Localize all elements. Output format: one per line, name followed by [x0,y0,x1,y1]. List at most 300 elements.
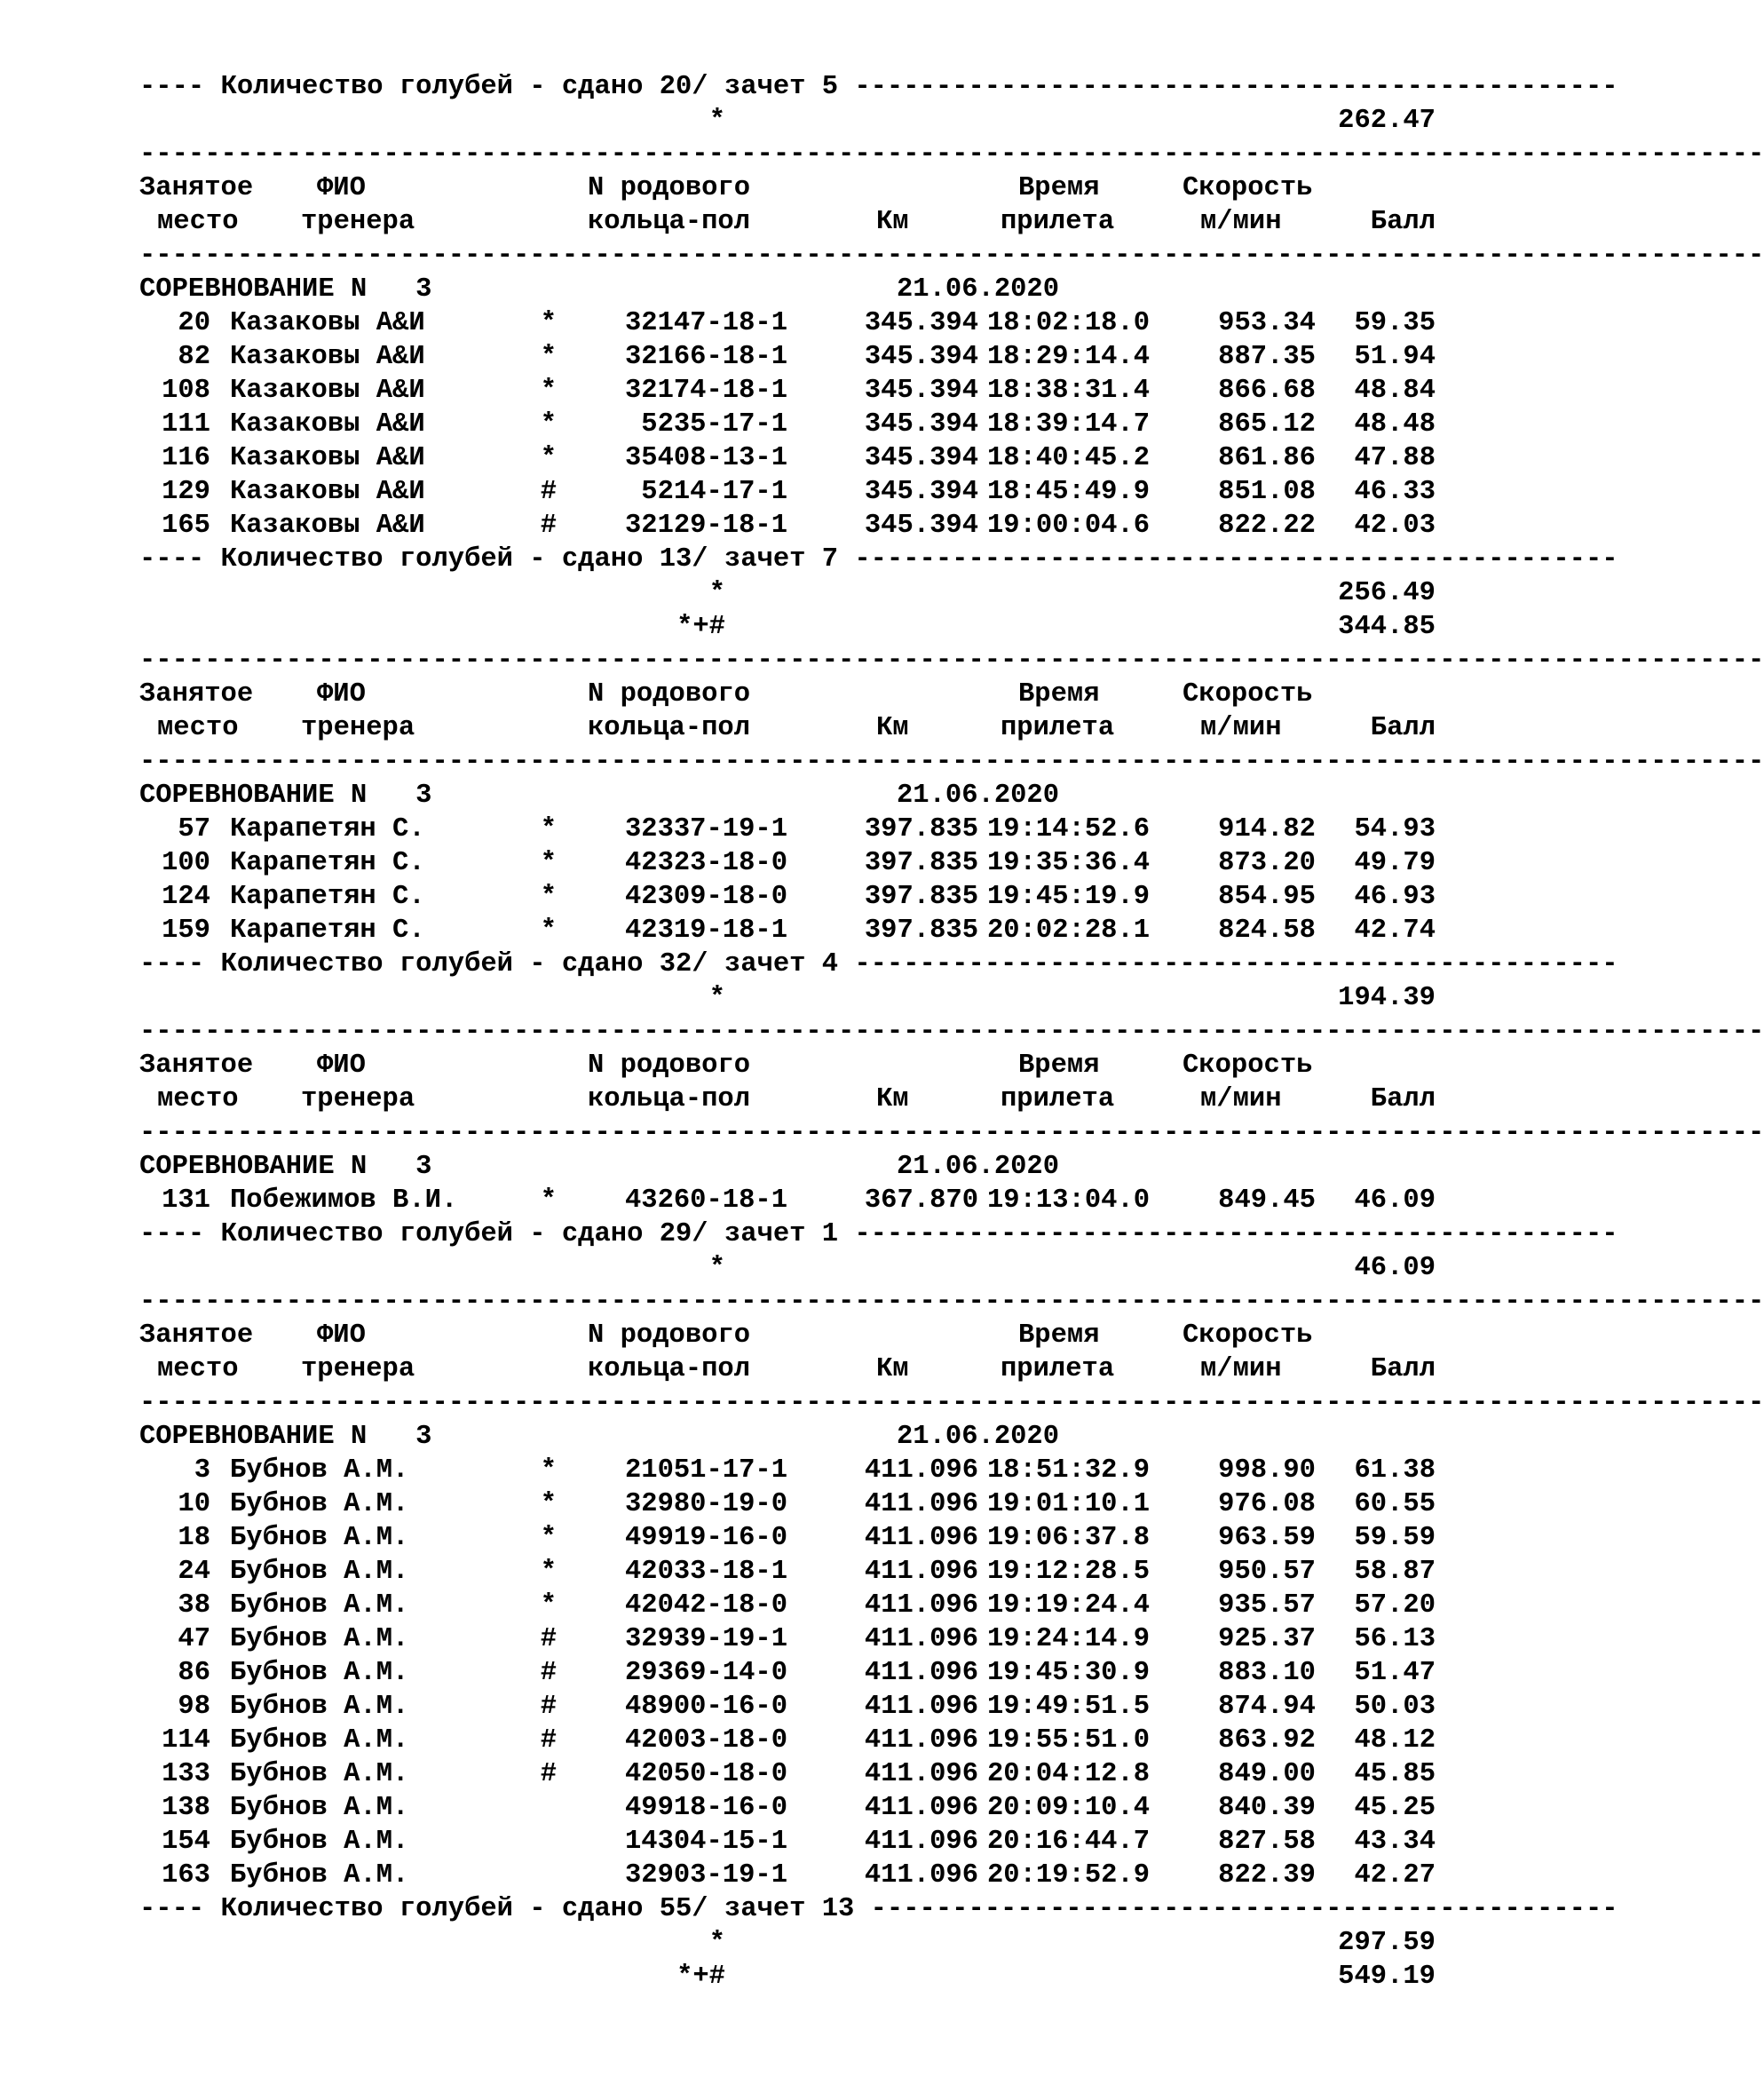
table-header-row [139,678,1436,711]
cell-score: 46.33 [1354,477,1436,507]
separator-text: ---- Количество голубей - сдано 55/ зачет 13 ---------------------------------------------- [139,1894,1618,1924]
divider-text: ---------------------------------------------------------------------------------------------------- [139,241,1764,271]
table-row [139,306,1436,340]
cell-mark: # [540,1759,557,1789]
cell-ring: 35408-13-1 [624,443,787,473]
table-row [139,1487,1436,1521]
cell-ring: 32174-18-1 [624,376,787,406]
table-row [139,1555,1436,1589]
cell-mark: # [540,477,557,507]
competition-date: 21.06.2020 [897,781,1060,811]
cell-name: Бубнов А.М. [230,1793,409,1823]
cell-time: 20:16:44.7 [987,1827,1151,1857]
separator-text: ---- Количество голубей - сдано 29/ зачет 1 ----------------------------------------------- [139,1219,1618,1249]
cell-speed: 865.12 [1218,409,1316,440]
cell-mark: * [540,848,557,878]
total-value: 262.47 [1338,106,1436,136]
competition-name: СОРЕВНОВАНИЕ N 3 [139,1422,432,1452]
header-col-speed-2: м/мин [1200,1084,1282,1114]
cell-time: 19:49:51.5 [987,1692,1151,1722]
cell-place: 163 [162,1860,210,1891]
header-col-name: ФИО [317,173,366,203]
cell-score: 47.88 [1354,443,1436,473]
cell-mark: * [540,1523,557,1553]
table-row [139,340,1436,374]
divider-line [139,1116,1764,1150]
cell-place: 20 [178,308,210,338]
header-col-place-2: место [157,1354,239,1384]
cell-km: 411.096 [864,1759,978,1789]
cell-mark: * [540,916,557,946]
cell-time: 18:40:45.2 [987,443,1151,473]
divider-text: ---------------------------------------------------------------------------------------------------- [139,139,1764,170]
cell-place: 131 [162,1185,210,1216]
cell-km: 397.835 [864,848,978,878]
header-col-ring-2: кольца-пол [588,1084,751,1114]
cell-ring: 42309-18-0 [624,882,787,912]
header-col-ring: N родового [588,173,751,203]
cell-place: 108 [162,376,210,406]
cell-score: 54.93 [1354,814,1436,844]
cell-score: 43.34 [1354,1827,1436,1857]
competition-name: СОРЕВНОВАНИЕ N 3 [139,1152,432,1182]
cell-ring: 32166-18-1 [624,342,787,372]
table-row [139,1622,1436,1656]
cell-time: 19:45:19.9 [987,882,1151,912]
cell-score: 57.20 [1354,1590,1436,1621]
header-col-speed: Скорость [1183,1320,1313,1351]
cell-speed: 854.95 [1218,882,1316,912]
cell-place: 18 [178,1523,210,1553]
cell-time: 20:02:28.1 [987,916,1151,946]
cell-mark: * [540,1590,557,1621]
cell-score: 60.55 [1354,1489,1436,1519]
cell-speed: 976.08 [1218,1489,1316,1519]
header-col-speed-2: м/мин [1200,713,1282,743]
competition-line [139,1150,1436,1184]
header-col-ring: N родового [588,679,751,710]
table-row [139,880,1436,914]
cell-mark: * [540,1489,557,1519]
table-header-row [139,711,1436,745]
divider-line [139,239,1764,273]
divider-line [139,644,1764,678]
cell-km: 411.096 [864,1793,978,1823]
total-mark: * [708,983,725,1013]
cell-ring: 32129-18-1 [624,511,787,541]
cell-km: 411.096 [864,1489,978,1519]
header-col-score: Балл [1370,713,1436,743]
header-col-time-2: прилета [1001,207,1115,237]
cell-speed: 873.20 [1218,848,1316,878]
header-col-km: Км [876,1354,909,1384]
cell-place: 38 [178,1590,210,1621]
cell-place: 114 [162,1725,210,1756]
header-col-ring-2: кольца-пол [588,713,751,743]
cell-mark: # [540,1725,557,1756]
cell-speed: 874.94 [1218,1692,1316,1722]
header-col-speed: Скорость [1183,679,1313,710]
total-line [139,981,1436,1015]
table-row [139,1521,1436,1555]
cell-mark: * [540,882,557,912]
header-col-place: Занятое [139,1320,254,1351]
cell-ring: 42319-18-1 [624,916,787,946]
cell-time: 19:24:14.9 [987,1624,1151,1654]
total-mark: * [708,1253,725,1283]
cell-score: 56.13 [1354,1624,1436,1654]
cell-score: 51.94 [1354,342,1436,372]
cell-name: Бубнов А.М. [230,1455,409,1486]
cell-time: 19:01:10.1 [987,1489,1151,1519]
header-col-ring: N родового [588,1050,751,1081]
cell-km: 411.096 [864,1624,978,1654]
total-line [139,1251,1436,1285]
divider-line [139,745,1764,779]
results-document [139,70,1764,1994]
cell-ring: 48900-16-0 [624,1692,787,1722]
cell-km: 411.096 [864,1557,978,1587]
total-line [139,1960,1436,1994]
cell-time: 19:06:37.8 [987,1523,1151,1553]
total-line [139,610,1436,644]
cell-name: Бубнов А.М. [230,1489,409,1519]
separator-line [139,1217,1618,1251]
header-col-speed: Скорость [1183,173,1313,203]
cell-score: 51.47 [1354,1658,1436,1688]
cell-name: Бубнов А.М. [230,1658,409,1688]
cell-ring: 49919-16-0 [624,1523,787,1553]
cell-score: 59.35 [1354,308,1436,338]
cell-ring: 21051-17-1 [624,1455,787,1486]
header-col-score: Балл [1370,207,1436,237]
table-row [139,1184,1436,1217]
table-header-row [139,171,1436,205]
table-row [139,1656,1436,1690]
cell-name: Бубнов А.М. [230,1523,409,1553]
competition-date: 21.06.2020 [897,1152,1060,1182]
divider-text: ---------------------------------------------------------------------------------------------------- [139,1118,1764,1148]
cell-name: Казаковы А&И [230,342,425,372]
header-col-time-2: прилета [1001,1354,1115,1384]
cell-score: 42.74 [1354,916,1436,946]
total-mark: * [708,1928,725,1958]
table-row [139,846,1436,880]
table-row [139,509,1436,543]
cell-ring: 49918-16-0 [624,1793,787,1823]
cell-speed: 827.58 [1218,1827,1316,1857]
table-row [139,1859,1436,1892]
header-col-place: Занятое [139,173,254,203]
header-col-time: Время [1018,173,1100,203]
cell-speed: 863.92 [1218,1725,1316,1756]
cell-time: 19:19:24.4 [987,1590,1151,1621]
header-col-time-2: прилета [1001,1084,1115,1114]
cell-place: 165 [162,511,210,541]
cell-speed: 840.39 [1218,1793,1316,1823]
cell-time: 19:55:51.0 [987,1725,1151,1756]
cell-speed: 851.08 [1218,477,1316,507]
divider-line [139,1386,1764,1420]
cell-name: Казаковы А&И [230,477,425,507]
cell-mark: # [540,1692,557,1722]
competition-date: 21.06.2020 [897,1422,1060,1452]
header-col-name-2: тренера [301,1354,415,1384]
total-mark: *+# [676,612,725,642]
divider-text: ---------------------------------------------------------------------------------------------------- [139,1287,1764,1317]
cell-place: 116 [162,443,210,473]
header-col-km: Км [876,1084,909,1114]
divider-text: ---------------------------------------------------------------------------------------------------- [139,747,1764,777]
cell-mark: * [540,443,557,473]
table-header-row [139,1082,1436,1116]
cell-km: 345.394 [864,376,978,406]
header-col-ring: N родового [588,1320,751,1351]
table-row [139,374,1436,408]
total-mark: *+# [676,1962,725,1992]
cell-speed: 935.57 [1218,1590,1316,1621]
table-header-row [139,205,1436,239]
cell-place: 24 [178,1557,210,1587]
table-row [139,1791,1436,1825]
cell-score: 49.79 [1354,848,1436,878]
cell-place: 159 [162,916,210,946]
header-col-time: Время [1018,679,1100,710]
competition-name: СОРЕВНОВАНИЕ N 3 [139,274,432,305]
competition-line [139,779,1436,813]
cell-time: 18:45:49.9 [987,477,1151,507]
cell-name: Бубнов А.М. [230,1725,409,1756]
cell-time: 19:12:28.5 [987,1557,1151,1587]
cell-score: 42.27 [1354,1860,1436,1891]
header-col-place: Занятое [139,679,254,710]
cell-speed: 849.45 [1218,1185,1316,1216]
cell-speed: 963.59 [1218,1523,1316,1553]
competition-date: 21.06.2020 [897,274,1060,305]
cell-km: 397.835 [864,814,978,844]
cell-time: 19:00:04.6 [987,511,1151,541]
table-row [139,1454,1436,1487]
cell-name: Бубнов А.М. [230,1590,409,1621]
divider-line [139,138,1764,171]
cell-km: 411.096 [864,1860,978,1891]
cell-speed: 861.86 [1218,443,1316,473]
cell-time: 19:35:36.4 [987,848,1151,878]
table-header-row [139,1049,1436,1082]
cell-name: Казаковы А&И [230,376,425,406]
cell-ring: 5214-17-1 [641,477,787,507]
cell-name: Казаковы А&И [230,443,425,473]
cell-mark: * [540,376,557,406]
cell-ring: 43260-18-1 [624,1185,787,1216]
cell-name: Бубнов А.М. [230,1759,409,1789]
cell-speed: 824.58 [1218,916,1316,946]
cell-score: 59.59 [1354,1523,1436,1553]
table-row [139,1690,1436,1724]
cell-km: 411.096 [864,1523,978,1553]
cell-place: 86 [178,1658,210,1688]
cell-mark: * [540,814,557,844]
cell-mark: * [540,1557,557,1587]
header-col-speed-2: м/мин [1200,1354,1282,1384]
total-mark: * [708,578,725,608]
cell-time: 18:38:31.4 [987,376,1151,406]
header-col-ring-2: кольца-пол [588,207,751,237]
total-value: 549.19 [1338,1962,1436,1992]
cell-score: 46.93 [1354,882,1436,912]
header-col-km: Км [876,207,909,237]
cell-speed: 822.39 [1218,1860,1316,1891]
cell-name: Казаковы А&И [230,409,425,440]
cell-name: Бубнов А.М. [230,1624,409,1654]
cell-name: Карапетян С. [230,848,425,878]
table-row [139,1825,1436,1859]
cell-mark: # [540,1658,557,1688]
header-col-name: ФИО [317,1050,366,1081]
cell-place: 111 [162,409,210,440]
cell-ring: 32147-18-1 [624,308,787,338]
cell-km: 411.096 [864,1692,978,1722]
cell-km: 397.835 [864,882,978,912]
table-row [139,914,1436,947]
total-line [139,104,1436,138]
cell-ring: 29369-14-0 [624,1658,787,1688]
cell-score: 61.38 [1354,1455,1436,1486]
cell-place: 124 [162,882,210,912]
cell-km: 411.096 [864,1827,978,1857]
cell-place: 129 [162,477,210,507]
cell-ring: 42003-18-0 [624,1725,787,1756]
total-line [139,1926,1436,1960]
separator-line [139,947,1618,981]
cell-speed: 998.90 [1218,1455,1316,1486]
cell-place: 47 [178,1624,210,1654]
table-row [139,408,1436,441]
header-col-name: ФИО [317,679,366,710]
total-value: 46.09 [1354,1253,1436,1283]
total-value: 297.59 [1338,1928,1436,1958]
competition-line [139,273,1436,306]
total-value: 256.49 [1338,578,1436,608]
cell-mark: * [540,308,557,338]
cell-speed: 953.34 [1218,308,1316,338]
separator-line [139,1892,1618,1926]
divider-text: ---------------------------------------------------------------------------------------------------- [139,646,1764,676]
cell-score: 45.85 [1354,1759,1436,1789]
table-row [139,1724,1436,1757]
cell-speed: 887.35 [1218,342,1316,372]
separator-line [139,70,1618,104]
cell-name: Казаковы А&И [230,511,425,541]
cell-score: 48.84 [1354,376,1436,406]
cell-mark: * [540,342,557,372]
cell-speed: 925.37 [1218,1624,1316,1654]
cell-score: 42.03 [1354,511,1436,541]
cell-km: 411.096 [864,1455,978,1486]
cell-time: 19:45:30.9 [987,1658,1151,1688]
cell-time: 18:39:14.7 [987,409,1151,440]
cell-score: 50.03 [1354,1692,1436,1722]
header-col-place-2: место [157,713,239,743]
cell-name: Бубнов А.М. [230,1692,409,1722]
cell-km: 345.394 [864,409,978,440]
cell-place: 133 [162,1759,210,1789]
table-row [139,1589,1436,1622]
cell-speed: 866.68 [1218,376,1316,406]
cell-mark: # [540,511,557,541]
header-col-time: Время [1018,1320,1100,1351]
divider-line [139,1285,1764,1319]
cell-speed: 849.00 [1218,1759,1316,1789]
cell-place: 57 [178,814,210,844]
header-col-name-2: тренера [301,713,415,743]
cell-km: 411.096 [864,1725,978,1756]
separator-text: ---- Количество голубей - сдано 20/ зачет 5 ----------------------------------------------- [139,72,1618,102]
cell-name: Казаковы А&И [230,308,425,338]
cell-name: Бубнов А.М. [230,1860,409,1891]
header-col-name-2: тренера [301,207,415,237]
cell-time: 19:13:04.0 [987,1185,1151,1216]
cell-speed: 883.10 [1218,1658,1316,1688]
header-col-place: Занятое [139,1050,254,1081]
cell-speed: 822.22 [1218,511,1316,541]
cell-km: 411.096 [864,1590,978,1621]
cell-place: 138 [162,1793,210,1823]
cell-time: 19:14:52.6 [987,814,1151,844]
cell-mark: * [540,1455,557,1486]
cell-km: 345.394 [864,443,978,473]
cell-mark: * [540,1185,557,1216]
cell-speed: 914.82 [1218,814,1316,844]
competition-line [139,1420,1436,1454]
cell-km: 345.394 [864,511,978,541]
total-line [139,576,1436,610]
cell-ring: 5235-17-1 [641,409,787,440]
cell-km: 345.394 [864,308,978,338]
separator-line [139,543,1618,576]
cell-time: 18:51:32.9 [987,1455,1151,1486]
cell-mark: # [540,1624,557,1654]
total-mark: * [708,106,725,136]
cell-score: 48.48 [1354,409,1436,440]
header-col-score: Балл [1370,1084,1436,1114]
cell-time: 20:04:12.8 [987,1759,1151,1789]
cell-ring: 42323-18-0 [624,848,787,878]
header-col-score: Балл [1370,1354,1436,1384]
cell-km: 397.835 [864,916,978,946]
divider-line [139,1015,1764,1049]
separator-text: ---- Количество голубей - сдано 32/ зачет 4 ----------------------------------------------- [139,949,1618,979]
header-col-name-2: тренера [301,1084,415,1114]
total-value: 344.85 [1338,612,1436,642]
cell-ring: 42042-18-0 [624,1590,787,1621]
cell-speed: 950.57 [1218,1557,1316,1587]
cell-name: Карапетян С. [230,882,425,912]
header-col-name: ФИО [317,1320,366,1351]
header-col-time-2: прилета [1001,713,1115,743]
header-col-speed: Скорость [1183,1050,1313,1081]
table-row [139,813,1436,846]
header-col-ring-2: кольца-пол [588,1354,751,1384]
cell-score: 46.09 [1354,1185,1436,1216]
header-col-place-2: место [157,207,239,237]
cell-name: Бубнов А.М. [230,1827,409,1857]
cell-km: 411.096 [864,1658,978,1688]
separator-text: ---- Количество голубей - сдано 13/ зачет 7 ----------------------------------------------- [139,544,1618,575]
cell-km: 345.394 [864,477,978,507]
cell-time: 18:02:18.0 [987,308,1151,338]
cell-score: 58.87 [1354,1557,1436,1587]
